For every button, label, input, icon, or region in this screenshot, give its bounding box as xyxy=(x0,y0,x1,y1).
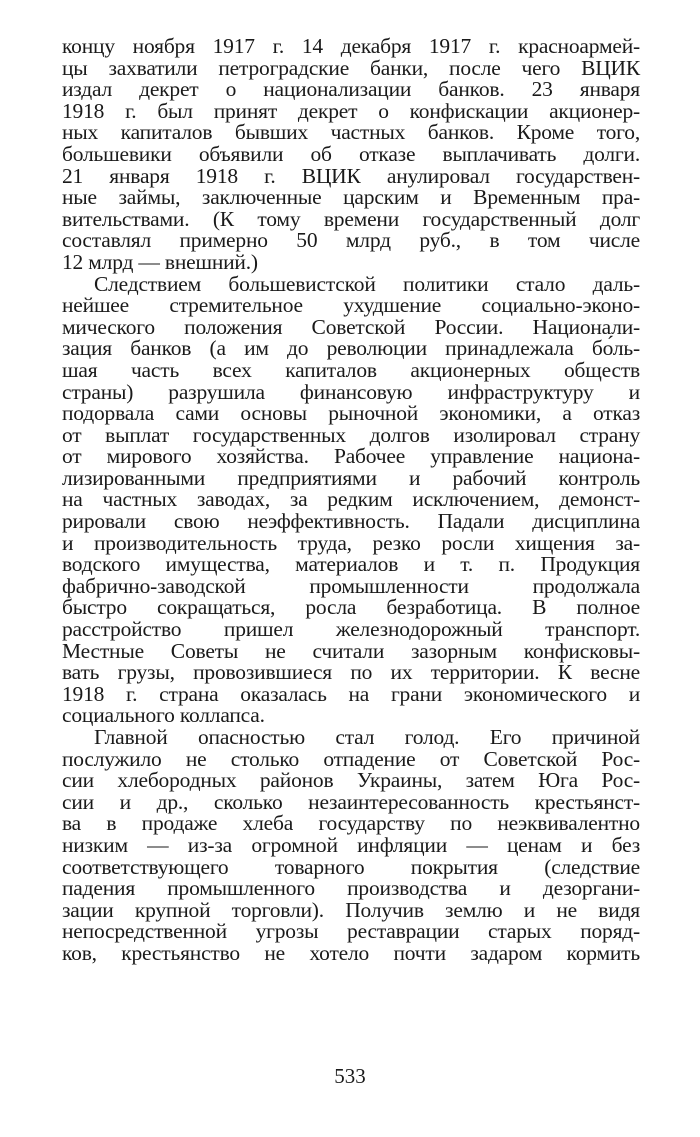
text-line: 1918 г. страна оказалась на грани экономического и xyxy=(62,681,640,706)
page-body xyxy=(62,36,640,965)
text-line: водского имущества, материалов и т. п. Продукция xyxy=(62,552,640,577)
text-line: ва в продаже хлеба государству по неэквивалентно xyxy=(62,811,640,836)
text-line: непосредственной угрозы реставрации старых поряд- xyxy=(62,919,640,944)
text-line: рировали свою неэффективность. Падали дисциплина xyxy=(62,509,640,534)
text-line: 1918 г. был принят декрет о конфискации акционер- xyxy=(62,98,640,123)
text-line: Главной опасностью стал голод. Его причиной xyxy=(94,725,640,749)
text-line: сии и др., сколько незаинтересованность крестьянст- xyxy=(62,789,640,814)
paragraph-3 xyxy=(62,727,640,965)
text-line: Следствием большевистской политики стало даль- xyxy=(94,271,640,296)
text-line: ные займы, заключенные царским и Временным пра- xyxy=(62,185,640,210)
text-line: от выплат государственных долгов изолировал страну xyxy=(62,422,640,447)
text-line: послужило не столько отпадение от Советской Рос- xyxy=(62,746,640,771)
paragraph-1 xyxy=(62,36,640,274)
text-line: составлял примерно 50 млрд руб., в том числе xyxy=(62,228,640,253)
text-line: нейшее стремительное ухудшение социально-эконо- xyxy=(62,293,640,318)
text-line: социального коллапса. xyxy=(62,703,265,728)
text-line: соответствующего товарного покрытия (следствие xyxy=(62,854,640,879)
text-line: цы захватили петроградские банки, после чего ВЦИК xyxy=(62,55,640,80)
text-line: и производительность труда, резко росли хищения за- xyxy=(62,530,640,555)
text-line: зация банков (а им до революции принадлежала бо́ль- xyxy=(62,336,640,361)
text-line: ных капиталов бывших частных банков. Кроме того, xyxy=(62,120,640,145)
text-line: быстро сокращаться, росла безработица. В полное xyxy=(62,595,640,620)
text-line: падения промышленного производства и дезоргани- xyxy=(62,876,640,901)
text-line: лизированными предприятиями и рабочий контроль xyxy=(62,465,640,490)
text-line: на частных заводах, за редким исключением, демонст- xyxy=(62,487,640,512)
paragraph-2 xyxy=(62,271,640,728)
text-line: вать грузы, провозившиеся по их территории. К весне xyxy=(62,660,640,685)
text-line: 12 млрд — внешний.) xyxy=(62,249,258,274)
text-line: 21 января 1918 г. ВЦИК анулировал государствен- xyxy=(62,163,640,188)
text-line: концу ноября 1917 г. 14 декабря 1917 г. красноармей- xyxy=(62,34,640,58)
page-number: 533 xyxy=(334,1064,366,1088)
text-line: ков, крестьянство не хотело почти задаром кормить xyxy=(62,940,640,965)
text-line: подорвала сами основы рыночной экономики, а отказ xyxy=(62,401,640,426)
text-line: низким — из-за огромной инфляции — ценам и без xyxy=(62,832,640,857)
text-line: большевики объявили об отказе выплачивать долги. xyxy=(62,141,640,166)
text-line: расстройство пришел железнодорожный транспорт. xyxy=(62,617,640,642)
text-line: Местные Советы не считали зазорным конфисковы- xyxy=(62,638,640,663)
text-line: издал декрет о национализации банков. 23 января xyxy=(62,77,640,102)
text-line: зации крупной торговли). Получив землю и не видя xyxy=(62,897,640,922)
text-line: вительствами. (К тому времени государственный долг xyxy=(62,206,640,231)
text-line: страны) разрушила финансовую инфраструктуру и xyxy=(62,379,640,404)
text-line: мического положения Советской России. Национали- xyxy=(62,314,640,339)
text-line: сии хлебородных районов Украины, затем Юга Рос- xyxy=(62,768,640,793)
text-line: фабрично-заводской промышленности продолжала xyxy=(62,573,640,598)
text-line: от мирового хозяйства. Рабочее управление национа- xyxy=(62,444,640,469)
text-line: шая часть всех капиталов акционерных обществ xyxy=(62,357,640,382)
